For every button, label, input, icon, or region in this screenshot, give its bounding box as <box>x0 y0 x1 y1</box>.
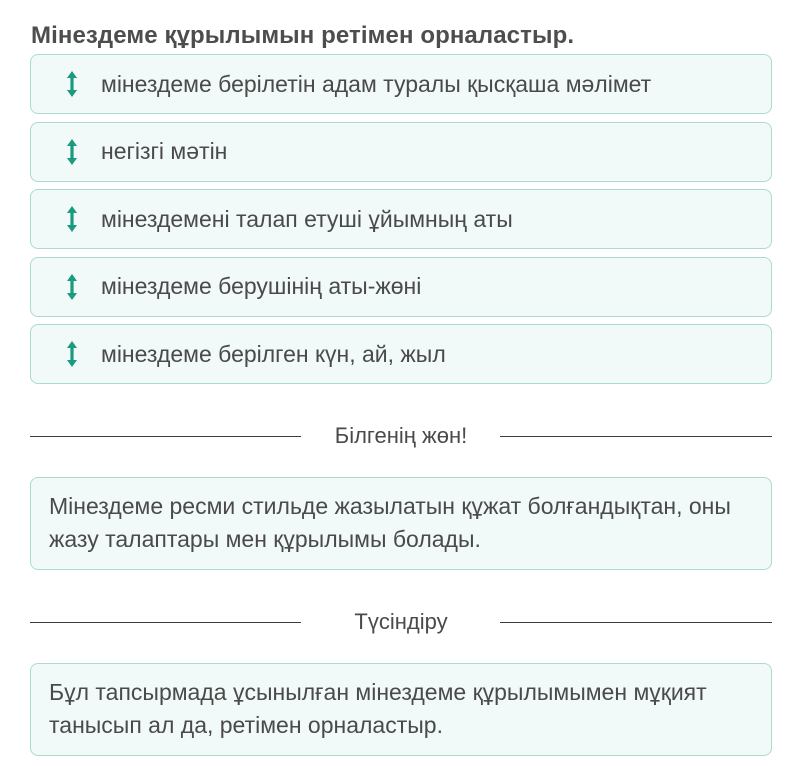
drag-handle-icon[interactable] <box>65 339 79 369</box>
drag-handle-icon[interactable] <box>65 137 79 167</box>
sortable-item-label: мінездеме берілген күн, ай, жыл <box>101 340 446 367</box>
sortable-item-label: мінездеме берушінің аты-жөні <box>101 273 422 299</box>
question-title: Мінездеме құрылымын ретімен орналастыр. <box>31 22 575 49</box>
drag-handle-icon[interactable] <box>65 204 79 234</box>
did-you-know-divider <box>30 421 772 451</box>
sortable-item-label: мінездемені талап етуші ұйымның аты <box>101 205 513 232</box>
sortable-item[interactable] <box>30 122 772 182</box>
explanation-divider <box>30 607 772 637</box>
sortable-list <box>30 54 772 392</box>
did-you-know-heading: Білгенің жөн! <box>334 423 468 448</box>
sortable-item-label: негізгі мәтін <box>101 138 228 164</box>
sortable-item[interactable] <box>30 189 772 249</box>
divider-line <box>500 622 772 623</box>
sortable-item[interactable] <box>30 324 772 384</box>
drag-handle-icon[interactable] <box>65 69 79 99</box>
explanation-text: Бұл тапсырмада ұсынылған мінездеме құрылымымен мұқият танысып ал да, ретімен орналастыр. <box>49 679 707 738</box>
sortable-item[interactable] <box>30 54 772 114</box>
divider-line <box>500 436 772 437</box>
did-you-know-text: Мінездеме ресми стильде жазылатын құжат болғандықтан, оны жазу талаптары мен құрылымы болады. <box>49 493 731 552</box>
explanation-box <box>30 663 772 756</box>
explanation-heading: Түсіндіру <box>354 609 448 634</box>
sortable-item-label: мінездеме берілетін адам туралы қысқаша мәлімет <box>101 70 652 97</box>
drag-handle-icon[interactable] <box>65 272 79 302</box>
sortable-item[interactable] <box>30 257 772 317</box>
did-you-know-box <box>30 477 772 570</box>
